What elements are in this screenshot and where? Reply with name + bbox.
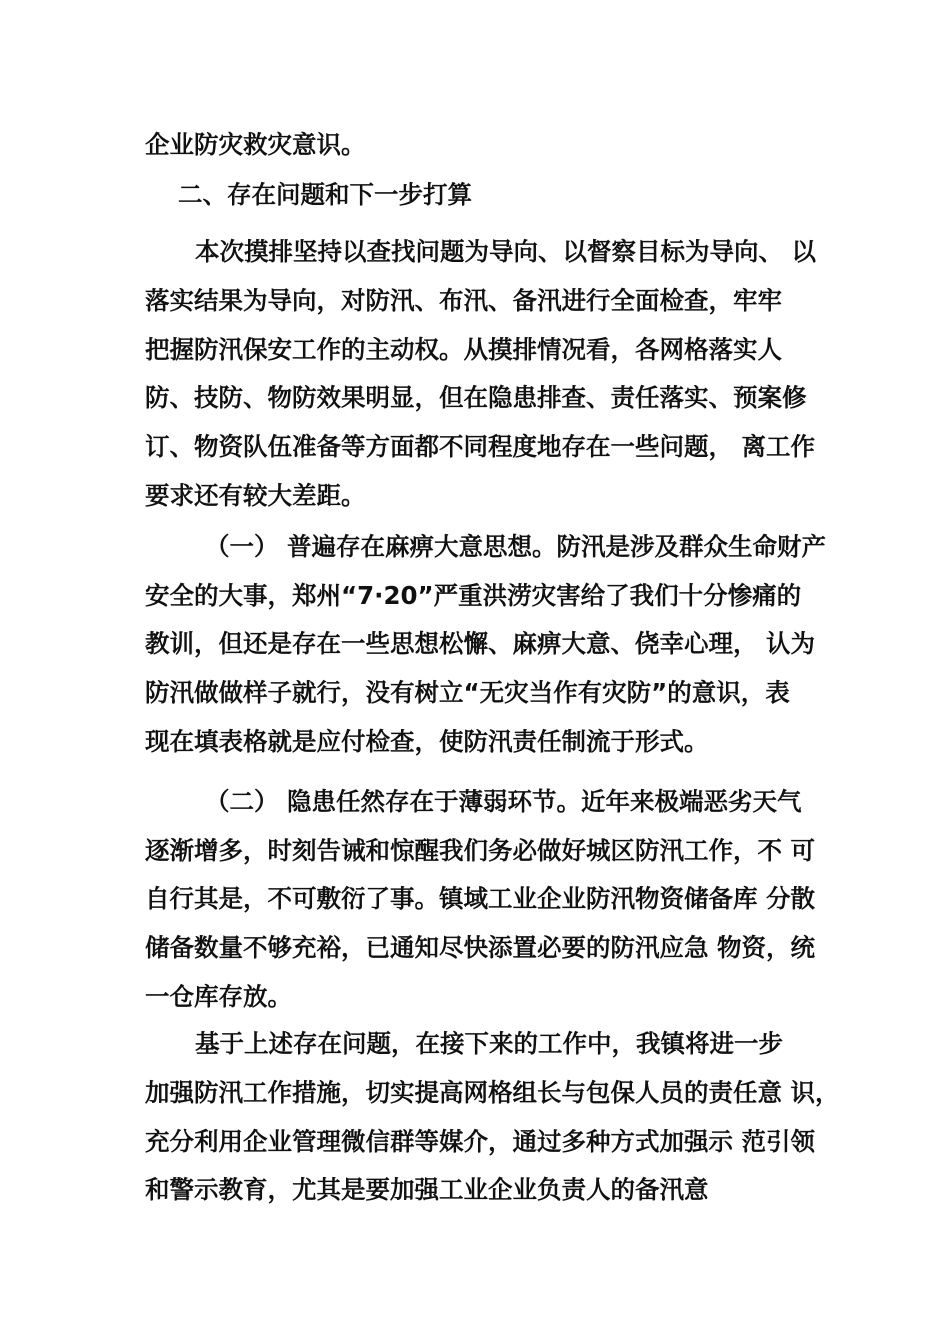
- text-line: 防、技防、物防效果明显，但在隐患排查、责任落实、预案修: [145, 383, 807, 412]
- text-line: （一） 普遍存在麻痹大意思想。防汛是涉及群众生命财产: [205, 532, 827, 561]
- text-line: 订、物资队伍准备等方面都不同程度地存在一些问题， 离工作: [145, 432, 816, 461]
- text-line: 现在填表格就是应付检查，使防汛责任制流于形式。: [145, 727, 709, 756]
- section-heading: 二、存在问题和下一步打算: [178, 180, 472, 209]
- text-line: 企业防灾救灾意识。: [145, 130, 366, 159]
- text-line: 安全的大事，郑州“7·20”严重洪涝灾害给了我们十分惨痛的: [145, 581, 802, 610]
- text-line: 把握防汛保安工作的主动权。从摸排情况看，各网格落实人: [145, 335, 782, 364]
- text-line: 自行其是，不可敷衍了事。镇域工业企业防汛物资储备库 分散: [145, 884, 816, 913]
- text-line: 基于上述存在问题，在接下来的工作中，我镇将进一步: [195, 1029, 783, 1058]
- text-line: （二） 隐患任然存在于薄弱环节。近年来极端恶劣天气: [205, 787, 802, 816]
- text-line: 充分利用企业管理微信群等媒介，通过多种方式加强示 范引领: [145, 1127, 816, 1156]
- text-line: 本次摸排坚持以查找问题为导向、以督察目标为导向、 以: [195, 237, 817, 266]
- text-line: 落实结果为导向，对防汛、布汛、备汛进行全面检查，牢牢: [145, 286, 782, 315]
- text-line: 要求还有较大差距。: [145, 481, 366, 510]
- text-line: 逐渐增多，时刻告诫和惊醒我们务必做好城区防汛工作，不 可: [145, 836, 816, 865]
- text-line: 储备数量不够充裕，已通知尽快添置必要的防汛应急 物资，统: [145, 933, 816, 962]
- text-line: 加强防汛工作措施，切实提高网格组长与包保人员的责任意 识，: [145, 1078, 840, 1107]
- text-line: 和警示教育，尤其是要加强工业企业负责人的备汛意: [145, 1175, 709, 1204]
- text-line: 防汛做做样子就行，没有树立“无灾当作有灾防”的意识，表: [145, 678, 790, 707]
- text-line: 教训，但还是存在一些思想松懈、麻痹大意、侥幸心理， 认为: [145, 629, 816, 658]
- text-line: 一仓库存放。: [145, 982, 292, 1011]
